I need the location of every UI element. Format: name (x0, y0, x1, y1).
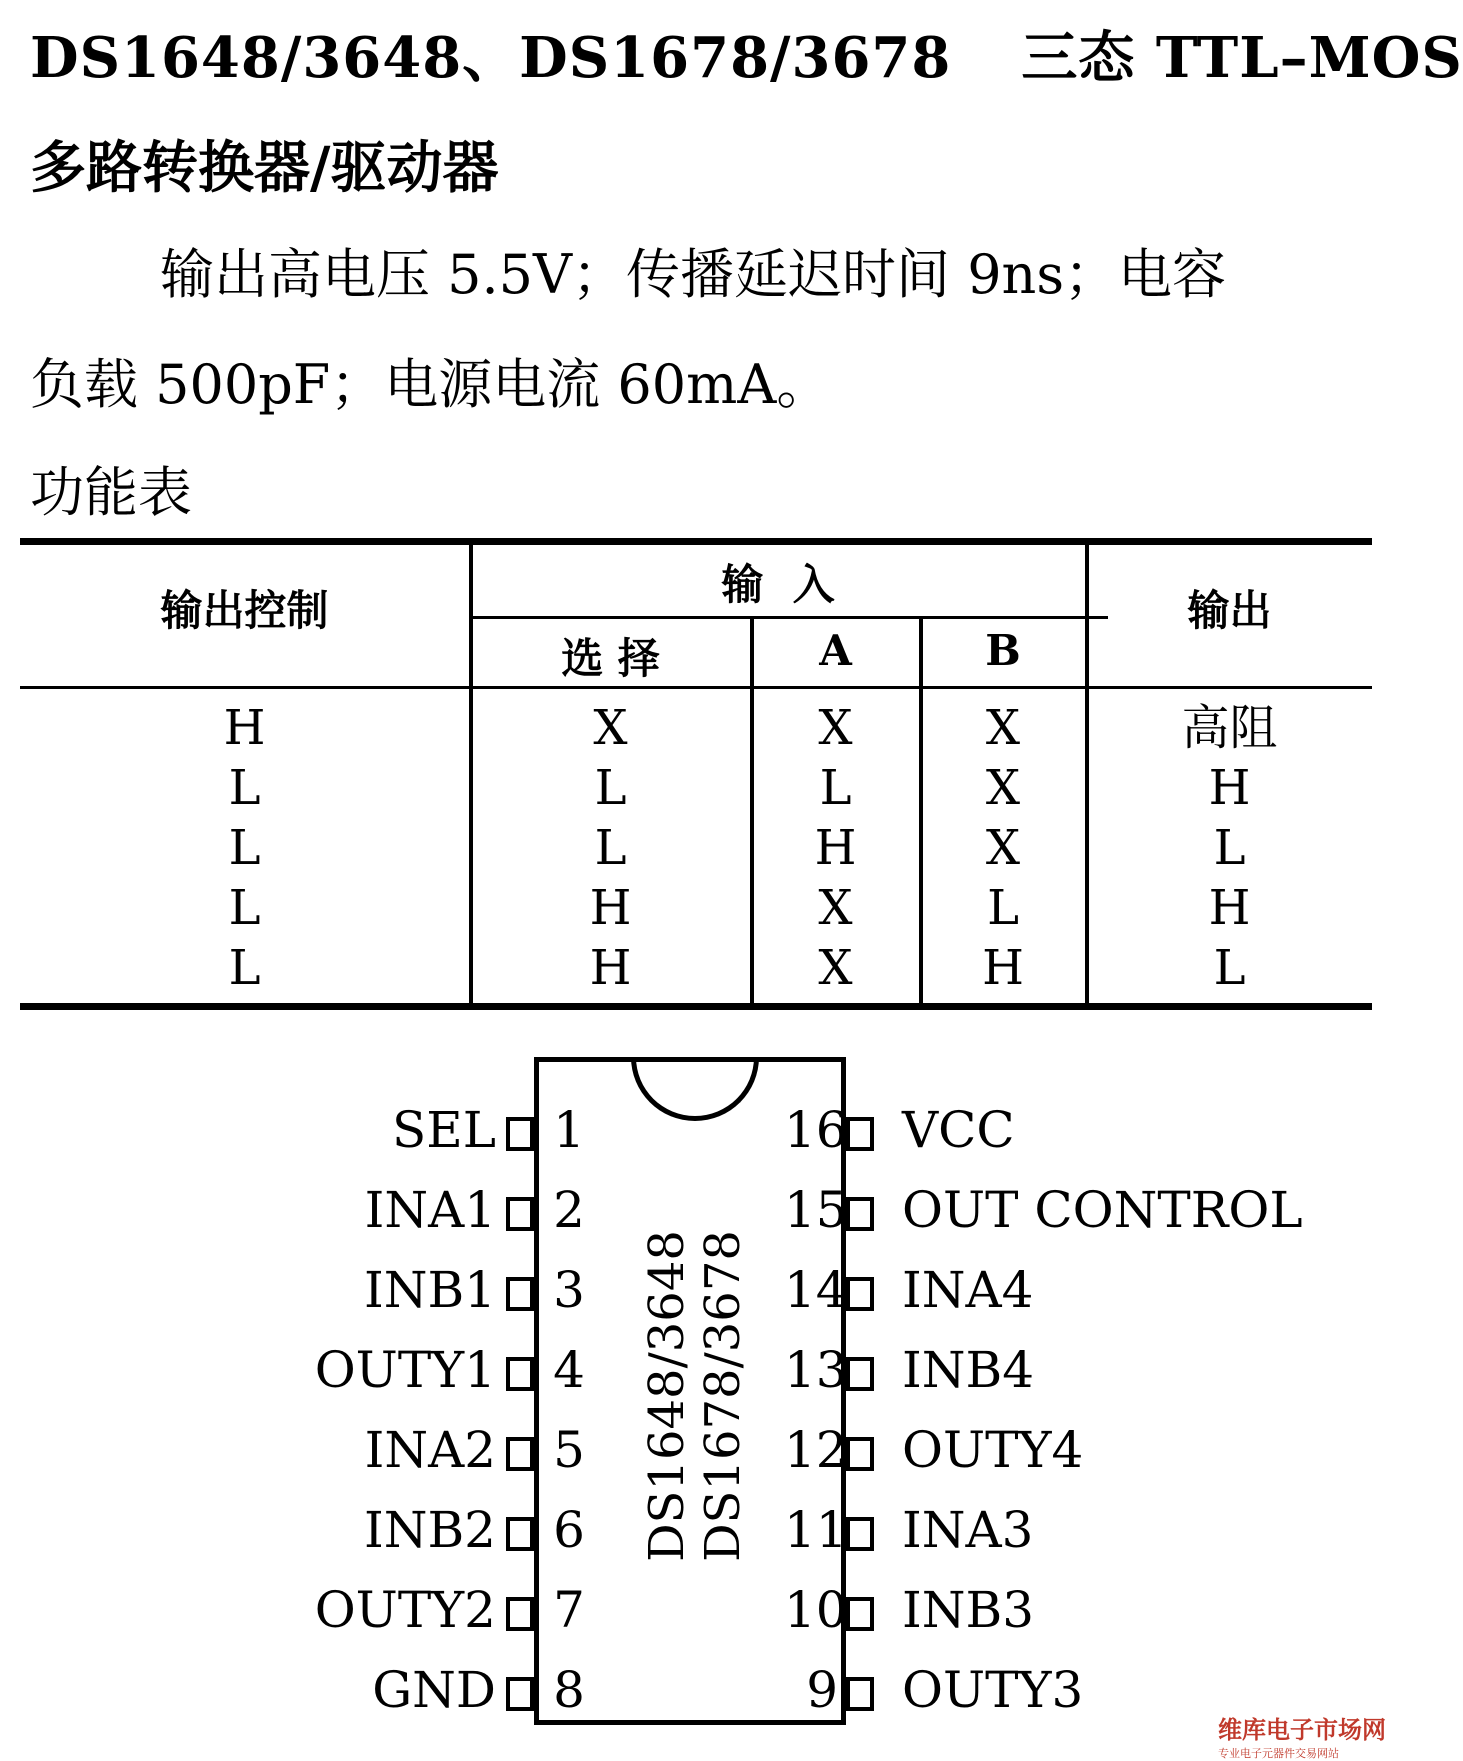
pin-number: 15 (784, 1181, 848, 1239)
pin-name: OUT CONTROL (902, 1181, 1303, 1239)
pin-name: OUTY4 (902, 1421, 1084, 1479)
pin-name: SEL (392, 1101, 496, 1159)
header-input: 输 入 (721, 560, 835, 609)
header-select: 选 择 (561, 634, 660, 683)
pin-number: 6 (553, 1501, 585, 1559)
column-select (471, 698, 750, 998)
title-part-b: 三态 TTL–MOS (1021, 25, 1463, 91)
pin-right-4 (784, 1330, 1035, 1410)
pin-pad (846, 1437, 874, 1471)
pin-right-8 (806, 1650, 1084, 1730)
table-cell: L (228, 880, 261, 936)
pin-number: 11 (784, 1501, 848, 1559)
pin-right-2 (784, 1170, 1303, 1250)
pin-pad (506, 1197, 534, 1231)
pin-name: OUTY2 (314, 1581, 496, 1639)
pin-number: 4 (553, 1341, 585, 1399)
pin-name: OUTY1 (314, 1341, 496, 1399)
pin-pad (506, 1597, 534, 1631)
pin-left-2 (364, 1170, 585, 1250)
table-cell: X (593, 700, 628, 756)
pin-name: INA2 (364, 1421, 496, 1479)
table-bottom-rule (20, 1003, 1372, 1010)
pin-name: INA1 (364, 1181, 496, 1239)
pin-number: 2 (553, 1181, 585, 1239)
description-line1: 输出高电压 5.5V；传播延迟时间 9ns；电容 (160, 243, 1227, 306)
pin-right-6 (784, 1490, 1034, 1570)
pin-name: INB4 (902, 1341, 1035, 1399)
column-output (1087, 698, 1372, 998)
pin-name: GND (372, 1661, 496, 1719)
table-cell: X (985, 820, 1021, 876)
table-cell: H (589, 880, 632, 936)
table-cell: H (223, 700, 266, 756)
table-cell: L (819, 760, 852, 816)
pin-pad (846, 1197, 874, 1231)
page-title (30, 14, 1463, 94)
pin-left-8 (372, 1650, 585, 1730)
table-header-rule (20, 686, 1372, 689)
pin-pad (506, 1517, 534, 1551)
pin-number: 8 (553, 1661, 585, 1719)
pin-pad (506, 1357, 534, 1391)
column-b (921, 698, 1085, 998)
pin-name: VCC (902, 1101, 1015, 1159)
table-cell: X (818, 700, 853, 756)
header-a: A (819, 626, 852, 675)
header-b: B (985, 626, 1021, 675)
pin-pad (846, 1677, 874, 1711)
table-cell: H (1208, 760, 1251, 816)
pin-name: INB2 (363, 1501, 496, 1559)
pin-number: 14 (784, 1261, 848, 1319)
watermark-logo (1218, 1710, 1404, 1760)
chip-label-line2: DS1678/3678 (695, 1230, 751, 1562)
pin-number: 5 (553, 1421, 585, 1479)
table-cell: L (594, 760, 627, 816)
pin-left-4 (314, 1330, 585, 1410)
pin-pad (506, 1277, 534, 1311)
pin-left-3 (363, 1250, 585, 1330)
table-top-rule (20, 538, 1372, 545)
table-cell: X (818, 880, 853, 936)
table-cell: H (982, 940, 1024, 996)
pin-left-5 (364, 1410, 585, 1490)
column-a (752, 698, 919, 998)
chip-label-line1: DS1648/3648 (639, 1230, 695, 1562)
function-table (20, 538, 1372, 1008)
table-cell: H (1208, 880, 1251, 936)
table-cell: L (1213, 940, 1246, 996)
table-cell: X (985, 700, 1021, 756)
page-title-line2: 多路转换器/驱动器 (30, 135, 499, 201)
watermark-main: 维库电子市场网 (1218, 1716, 1386, 1744)
pin-pad (506, 1437, 534, 1471)
pin-left-7 (314, 1570, 585, 1650)
pin-right-7 (784, 1570, 1035, 1650)
table-cell: L (594, 820, 627, 876)
chip-notch (631, 1057, 759, 1121)
pin-right-1 (784, 1090, 1015, 1170)
pin-number: 13 (784, 1341, 848, 1399)
pin-number: 12 (784, 1421, 848, 1479)
table-cell: L (1213, 820, 1246, 876)
pin-pad (846, 1357, 874, 1391)
watermark-sub: 专业电子元器件交易网站 (1218, 1747, 1339, 1760)
table-cell: L (228, 940, 261, 996)
description-line2: 负载 500pF；电源电流 60mA。 (30, 353, 831, 416)
title-part-a: DS1648/3648、DS1678/3678 (30, 25, 952, 91)
pin-pad (846, 1117, 874, 1151)
pin-left-1 (392, 1090, 585, 1170)
pin-number: 1 (553, 1101, 585, 1159)
pin-name: INB3 (902, 1581, 1035, 1639)
pin-name: INA4 (902, 1261, 1034, 1319)
function-table-title: 功能表 (30, 461, 192, 524)
table-cell: H (589, 940, 632, 996)
pin-pad (846, 1597, 874, 1631)
pin-name: OUTY3 (902, 1661, 1084, 1719)
pin-number: 3 (553, 1261, 585, 1319)
pin-pad (846, 1517, 874, 1551)
pin-pad (506, 1117, 534, 1151)
pin-number: 9 (806, 1661, 838, 1719)
pin-number: 16 (784, 1101, 848, 1159)
table-cell: L (228, 820, 261, 876)
chip-label (639, 1230, 751, 1562)
table-cell: L (228, 760, 261, 816)
column-output-control (20, 698, 469, 998)
pin-pad (846, 1277, 874, 1311)
table-cell: 高阻 (1181, 700, 1278, 756)
pin-pad (506, 1677, 534, 1711)
input-subheader-rule (471, 616, 1108, 619)
pin-number: 7 (553, 1581, 585, 1639)
table-cell: H (814, 820, 857, 876)
pin-right-5 (784, 1410, 1084, 1490)
pin-name: INA3 (902, 1501, 1034, 1559)
table-cell: X (985, 760, 1021, 816)
table-cell: L (987, 880, 1019, 936)
pin-right-3 (784, 1250, 1034, 1330)
header-output: 输出 (1187, 586, 1272, 635)
pin-name: INB1 (363, 1261, 496, 1319)
header-output-control: 输出控制 (160, 586, 329, 635)
table-cell: X (818, 940, 853, 996)
pin-number: 10 (784, 1581, 848, 1639)
pin-left-6 (363, 1490, 585, 1570)
